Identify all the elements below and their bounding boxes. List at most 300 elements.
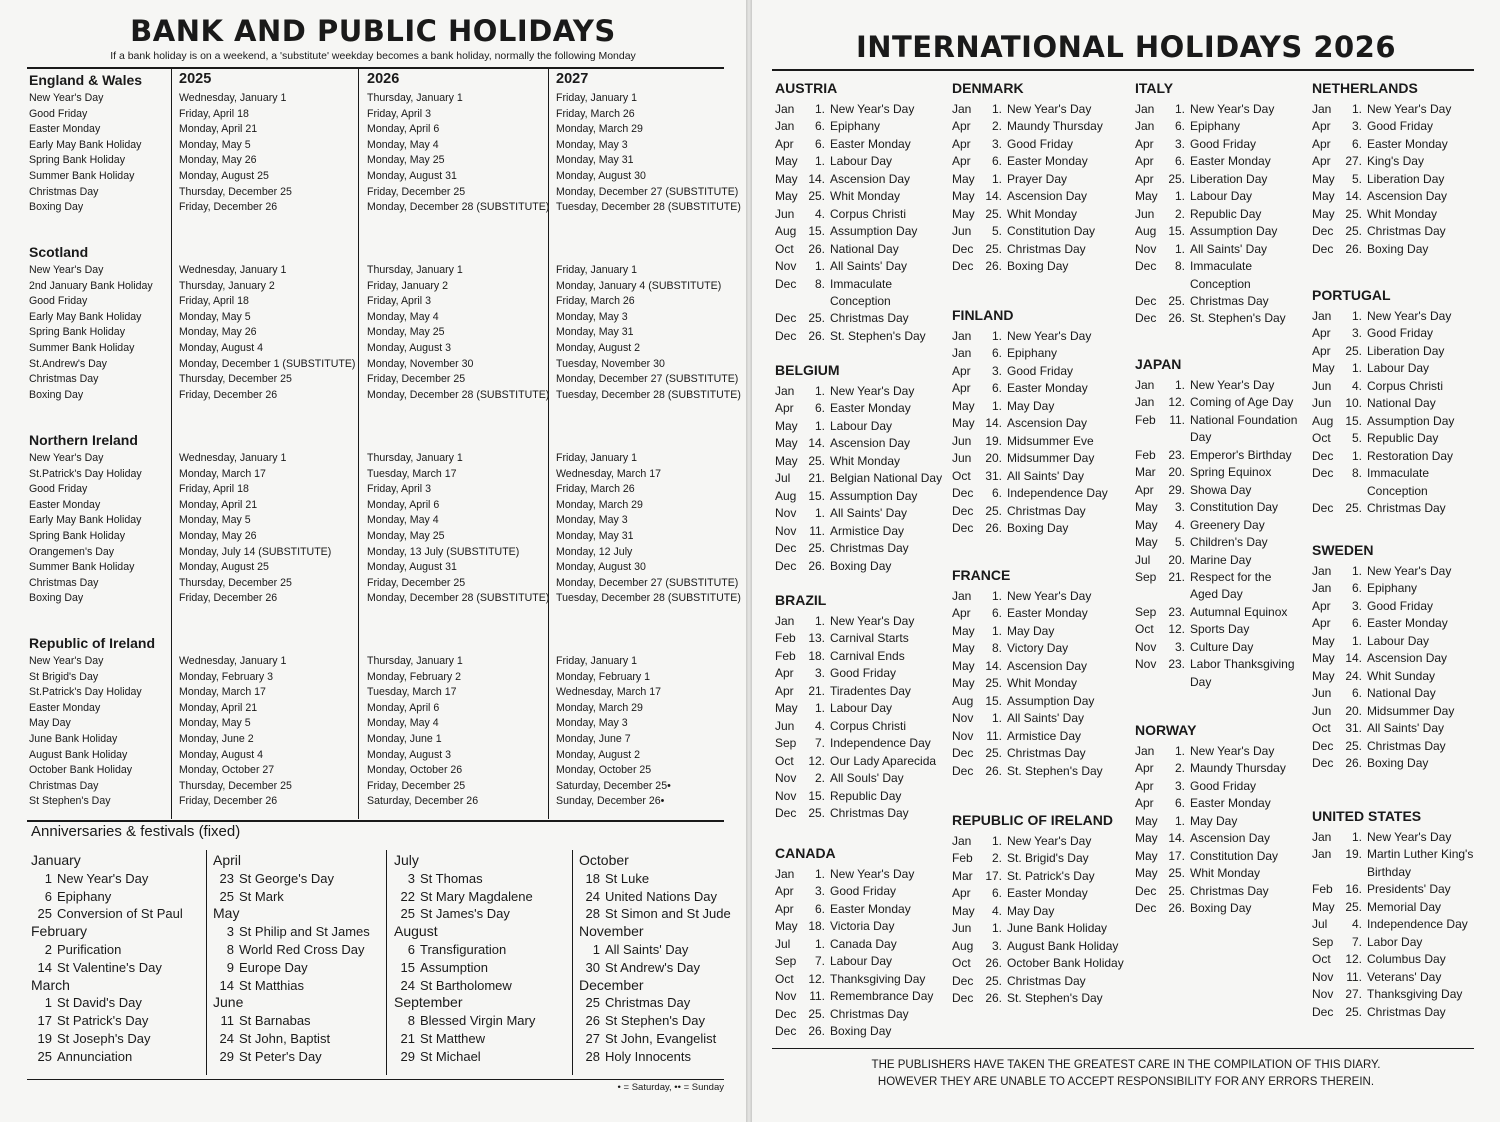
holiday-month: Oct [952,956,971,971]
holiday-month: Apr [952,363,971,378]
holiday-date: Friday, January 1 [556,655,638,667]
anniversary-name: New Year's Day [57,870,149,886]
holiday-name: Children's Day [1190,535,1268,550]
holiday-month: May [1135,500,1158,515]
holiday-entry [952,885,1132,902]
holiday-day: 27. [1345,987,1362,1002]
holiday-name: Corpus Christi [1367,378,1444,393]
holiday-day: 26. [808,558,825,573]
holiday-month: May [775,919,798,934]
holiday-entry [1312,720,1482,737]
holiday-entry [1312,580,1482,597]
holiday-date: Monday, June 7 [556,732,631,745]
holiday-day: 10. [1345,396,1362,411]
holiday-name: Carnival Starts [830,631,909,646]
holiday-name: Whit Monday [830,189,901,204]
holiday-month: Oct [775,241,794,256]
anniversary-month: June [213,994,244,1011]
holiday-entry [775,523,947,540]
anniversary-item [394,870,535,888]
holiday-entry [1312,223,1482,240]
holiday-name: Christmas Day [29,185,99,198]
holiday-name: Spring Bank Holiday [29,154,125,167]
disclaimer-line-1: THE PUBLISHERS HAVE TAKEN THE GREATEST CARE IN THE COMPILATION OF THIS DIARY. [871,1059,1381,1071]
anniversary-item [579,1048,731,1066]
holiday-name: Easter Monday [830,401,911,416]
holiday-month: Dec [1135,883,1157,898]
holiday-date: Monday, May 5 [179,310,251,323]
holiday-month: Dec [952,259,974,274]
anniversary-day: 1 [592,941,600,957]
holiday-month: Apr [775,136,794,151]
holiday-name: Boxing Day [29,592,84,605]
holiday-entry [775,153,947,170]
holiday-name: All Saints' Day [1190,241,1267,256]
holiday-month: Apr [775,901,794,916]
year-header-2027: 2027 [556,71,589,87]
holiday-month: Apr [1135,761,1154,776]
holiday-month: May [1312,206,1335,221]
holiday-name: Boxing Day [830,1024,892,1039]
holiday-name: Christmas Day [1007,241,1086,256]
holiday-name: Easter Monday [29,123,101,136]
holiday-month: Jan [1312,581,1332,596]
holiday-name: New Year's Day [830,867,915,881]
holiday-month: Apr [952,154,971,169]
holiday-name: 2nd January Bank Holiday [29,279,153,292]
holiday-day: 26. [1168,311,1185,326]
holiday-day: 1. [991,711,1002,726]
holiday-entry [775,918,947,935]
holiday-month: Feb [775,631,796,646]
holiday-name: National Day [830,241,899,256]
holiday-name: Autumnal Equinox [1190,604,1288,619]
holiday-date: Monday, April 21 [179,498,258,511]
holiday-day: 25. [808,541,825,556]
holiday-name: Christmas Day [1007,746,1086,761]
anniversary-item [394,1012,535,1030]
holiday-name: Easter Monday [1190,154,1271,169]
holiday-name: Good Friday [830,666,897,681]
holiday-date: Friday, April 18 [179,107,249,120]
holiday-month: May [1135,535,1158,550]
holiday-day: 27. [1345,154,1362,169]
holiday-date: Monday, December 28 (SUBSTITUTE) [367,388,550,401]
holiday-day: 26. [985,520,1002,535]
holiday-name: Labor Day [1367,934,1423,949]
date-column-2026 [367,654,478,810]
holiday-name: October Bank Holiday [1007,956,1124,971]
holiday-month: Apr [952,606,971,621]
holiday-month: Dec [1135,311,1157,326]
holiday-day: 4. [1351,917,1362,932]
holiday-entry [1312,118,1482,135]
holiday-name: Easter Monday [1367,616,1448,631]
holiday-name: Memorial Day [1367,899,1442,914]
holiday-day: 3. [991,136,1002,151]
holiday-day: 17. [985,868,1002,883]
column-divider [171,69,172,819]
holiday-date: Monday, May 5 [179,717,251,730]
anniversary-month: February [31,923,88,940]
anniversary-name: Christmas Day [605,995,691,1011]
holiday-day: 25. [985,676,1002,691]
holiday-day: 3. [991,363,1002,378]
date-column-2026 [367,451,549,607]
holiday-day: 15. [1168,224,1185,239]
holiday-name: Labor Thanksgiving Day [1190,657,1295,689]
holiday-month: Jun [1135,206,1155,221]
holiday-month: Jul [775,936,791,951]
holiday-month: Oct [1312,431,1331,446]
holiday-entry [952,675,1132,692]
holiday-day: 8. [991,641,1002,656]
holiday-name: May Day [1007,903,1055,918]
holiday-date: Wednesday, January 1 [179,452,287,464]
anniversary-name: Holy Innocents [605,1048,691,1064]
holiday-date: Wednesday, March 17 [556,467,662,480]
holiday-month: Jan [952,834,972,848]
holiday-entry [1312,738,1482,755]
holiday-name: Christmas Day [1190,883,1269,898]
holiday-name: Midsummer Eve [1007,433,1094,448]
holiday-date: Monday, October 26 [367,764,463,777]
holiday-date: Monday, August 3 [367,341,452,354]
holiday-entry [1312,136,1482,153]
holiday-entry [775,418,947,435]
holiday-name: Corpus Christi [830,718,907,733]
country-block [775,592,947,822]
holiday-name: Emperor's Birthday [1190,447,1292,462]
anniversary-item [31,941,183,959]
holiday-month: Dec [1312,448,1334,463]
holiday-month: Oct [1135,622,1154,637]
holiday-date: Friday, December 25 [367,185,466,198]
holiday-entry [775,665,947,682]
holiday-date: Monday, May 4 [367,310,439,323]
holiday-day: 1. [814,154,825,169]
holiday-month: Jan [1312,830,1332,844]
holiday-month: Apr [1135,136,1154,151]
country-block [952,567,1132,780]
holiday-entry [1135,900,1307,917]
anniversary-item [31,1048,183,1066]
holiday-entry [1135,865,1307,882]
anniversary-item [394,888,535,906]
holiday-entry [1135,206,1307,223]
holiday-month: Jun [952,921,972,936]
holiday-month: Jan [1135,395,1155,410]
holiday-day: 26. [985,956,1002,971]
holiday-month: Jan [952,589,972,603]
holiday-name: Christmas Day [29,373,99,386]
holiday-month: Dec [775,276,797,291]
holiday-month: Apr [1135,154,1154,169]
holiday-date: Monday, March 29 [556,498,643,511]
holiday-date: Thursday, December 25 [179,576,292,589]
holiday-day: 26. [1345,241,1362,256]
holiday-day: 6. [814,901,825,916]
holiday-month: Oct [952,468,971,483]
holiday-date: Friday, December 25 [367,373,466,386]
holiday-date: Friday, January 1 [556,92,638,104]
holiday-name: Belgian National Day [830,471,943,486]
date-column-2027 [556,263,741,403]
holiday-entry [775,171,947,188]
holiday-day: 3. [1174,778,1185,793]
holiday-month: Aug [1312,413,1334,428]
holiday-name: Independence Day [1007,486,1108,501]
holiday-name: Assumption Day [830,488,918,503]
holiday-day: 19. [1345,847,1362,862]
holiday-name: Independence Day [830,736,931,751]
anniversary-item [31,870,183,888]
holiday-month: Sep [1312,934,1334,949]
anniversary-item [213,941,370,959]
holiday-name: Ascension Day [1367,189,1448,204]
holiday-day: 25. [1168,883,1185,898]
holiday-entry [952,118,1132,135]
holiday-name: Boxing Day [1367,241,1429,256]
holiday-name: Showa Day [1190,482,1252,497]
anniversary-day: 24 [400,977,415,993]
holiday-day: 11. [986,728,1002,743]
holiday-name: Summer Bank Holiday [29,341,135,354]
holiday-date: Tuesday, December 28 (SUBSTITUTE) [556,592,741,605]
holiday-day: 23. [1168,657,1185,672]
holiday-month: May [1312,651,1335,666]
holiday-name: Ascension Day [1007,416,1088,431]
holiday-day: 18. [808,919,825,934]
holiday-date: Monday, April 21 [179,123,258,136]
holiday-name: Restoration Day [1367,448,1454,463]
holiday-month: May [1312,361,1335,376]
holiday-date: Thursday, January 1 [367,452,463,464]
holiday-name: May Day [29,717,71,730]
anniversary-column [213,852,370,1066]
date-column-2027 [556,451,741,607]
holiday-month: May [952,641,975,656]
holiday-date: Thursday, December 25 [179,373,292,386]
holiday-name: May Day [1007,398,1055,413]
holiday-entry [1135,813,1307,830]
holiday-entry [1312,986,1482,1003]
holiday-name: Easter Monday [830,136,911,151]
holiday-name: New Year's Day [1367,309,1452,323]
holiday-name: Midsummer Day [1367,703,1455,718]
holiday-entry [1135,830,1307,847]
holiday-entry [1135,447,1307,464]
holiday-day: 1. [814,506,825,521]
holiday-day: 3. [1351,326,1362,341]
holiday-date: Monday, April 6 [367,701,440,714]
holiday-date: Monday, February 1 [556,670,651,683]
anniversary-name: Conversion of St Paul [57,906,183,922]
holiday-entry [1312,563,1482,580]
holiday-name: Victoria Day [830,919,895,934]
country-block [952,80,1132,276]
holiday-month: Apr [1312,119,1331,134]
holiday-entry [952,206,1132,223]
holiday-month: May [952,623,975,638]
holiday-name: Christmas Day [1367,1004,1446,1019]
holiday-date: Monday, October 25 [556,764,652,777]
holiday-name: Maundy Thursday [1007,119,1103,134]
anniversary-day: 11 [220,1013,234,1029]
anniversary-name: St Bartholomew [420,977,512,993]
holiday-month: Dec [775,558,797,573]
anniversary-name: St Simon and St Jude [605,906,731,922]
holiday-month: Dec [775,311,797,326]
holiday-date: Friday, April 3 [367,107,431,120]
holiday-date: Monday, May 4 [367,514,439,527]
anniversary-column [579,852,731,1066]
right-page-title: INTERNATIONAL HOLIDAYS 2026 [855,30,1397,64]
holiday-name: Early May Bank Holiday [29,514,142,527]
holiday-entry [775,223,947,240]
holiday-entry [952,450,1132,467]
holiday-date: Monday, November 30 [367,357,474,370]
holiday-entry [1135,621,1307,638]
anniversary-name: Blessed Virgin Mary [420,1013,536,1029]
country-block [1135,80,1307,328]
anniversary-day: 26 [585,1013,600,1029]
anniversary-day: 2 [44,941,52,957]
holiday-day: 31. [1345,721,1362,736]
holiday-date: Friday, March 26 [556,483,635,496]
holiday-date: Friday, December 25 [367,779,466,792]
country-name: NORWAY [1135,722,1197,738]
holiday-date: Monday, May 26 [179,326,257,339]
date-column-2025 [179,263,355,403]
holiday-entry [775,383,947,400]
holiday-entry [952,973,1132,990]
holiday-month: Nov [1135,657,1157,672]
holiday-day: 4. [814,718,825,733]
anniversary-day: 14 [37,959,52,975]
holiday-month: Sep [775,736,797,751]
holiday-month: Dec [775,1024,797,1039]
anniversary-item [213,1048,370,1066]
holiday-name: Good Friday [29,107,88,120]
holiday-day: 17. [1168,848,1185,863]
region-name: Northern Ireland [29,432,138,448]
anniversary-item [213,1030,370,1048]
holiday-entry [1312,413,1482,430]
country-block [1312,542,1482,772]
holiday-name: Our Lady Aparecida [830,753,937,768]
holiday-day: 20. [1168,465,1185,480]
anniversary-name: All Saints' Day [605,941,689,957]
holiday-month: Apr [1312,326,1331,341]
holiday-month: Jul [1135,552,1151,567]
holiday-entry [952,745,1132,762]
holiday-name: Republic Day [1367,431,1439,446]
holiday-date: Tuesday, March 17 [367,467,457,480]
holiday-entry [1135,153,1307,170]
holiday-name: Whit Sunday [1367,668,1436,683]
holiday-date: Tuesday, November 30 [556,357,665,370]
holiday-name: Easter Monday [29,701,101,714]
holiday-month: Dec [952,973,974,988]
region-name: Scotland [29,244,89,260]
region-name: England & Wales [29,72,143,88]
anniversary-day: 19 [37,1030,52,1046]
holiday-day: 14. [1168,831,1185,846]
holiday-month: Apr [1135,778,1154,793]
holiday-name: Labour Day [830,954,893,969]
holiday-entry [1312,360,1482,377]
anniversary-day: 23 [219,870,234,886]
holiday-month: Apr [1312,136,1331,151]
holiday-name: St.Andrew's Day [29,357,107,370]
holiday-month: Jun [952,451,972,466]
holiday-name: Easter Monday [1007,606,1088,621]
holiday-entry [952,328,1132,345]
holiday-entry [952,503,1132,520]
holiday-day: 15. [985,693,1002,708]
holiday-name: Veterans' Day [1367,969,1442,984]
holiday-month: May [952,206,975,221]
holiday-month: Mar [1135,465,1156,480]
holiday-month: Jan [952,102,972,116]
holiday-day: 3. [1174,136,1185,151]
holiday-month: Dec [1312,755,1334,770]
holiday-entry [1135,118,1307,135]
column-divider [358,69,359,819]
holiday-date: Monday, March 29 [556,123,643,136]
holiday-day: 6. [1351,581,1362,596]
holiday-entry [1135,293,1307,310]
holiday-name: Independence Day [1367,917,1468,932]
holiday-name: New Year's Day [1190,378,1275,392]
holiday-name: Midsummer Day [1007,451,1095,466]
holiday-day: 25. [1168,293,1185,308]
holiday-name: All Saints' Day [1367,721,1444,736]
holiday-day: 25. [985,973,1002,988]
holiday-entry [1135,171,1307,188]
holiday-entry [775,505,947,522]
holiday-entry [952,623,1132,640]
holiday-month: Feb [775,648,796,663]
holiday-name: St. Patrick's Day [1007,868,1095,883]
holiday-month: Feb [1312,882,1333,897]
anniversary-month: November [579,923,644,940]
anniversary-day: 24 [585,888,600,904]
holiday-month: Dec [775,541,797,556]
holiday-name: All Saints' Day [830,506,907,521]
holiday-day: 25. [808,453,825,468]
holiday-day: 12. [1345,952,1362,967]
holiday-date: Monday, April 6 [367,498,440,511]
holiday-month: Jan [952,329,972,343]
holiday-day: 26. [985,763,1002,778]
country-block [1312,80,1482,258]
holiday-day: 8. [814,276,825,291]
anniversary-item [579,905,731,923]
holiday-name: St. Stephen's Day [1190,311,1286,326]
holiday-name: October Bank Holiday [29,764,133,777]
holiday-day: 4. [1174,517,1185,532]
holiday-name: Christmas Day [1367,224,1446,239]
holiday-entry [952,658,1132,675]
holiday-entry [1135,760,1307,777]
weekend-footnote: • = Saturday, •• = Sunday [617,1082,724,1093]
holiday-name: Good Friday [1367,598,1434,613]
holiday-month: Nov [952,711,974,726]
holiday-month: May [1312,633,1335,648]
anniversary-name: St Patrick's Day [57,1013,149,1029]
